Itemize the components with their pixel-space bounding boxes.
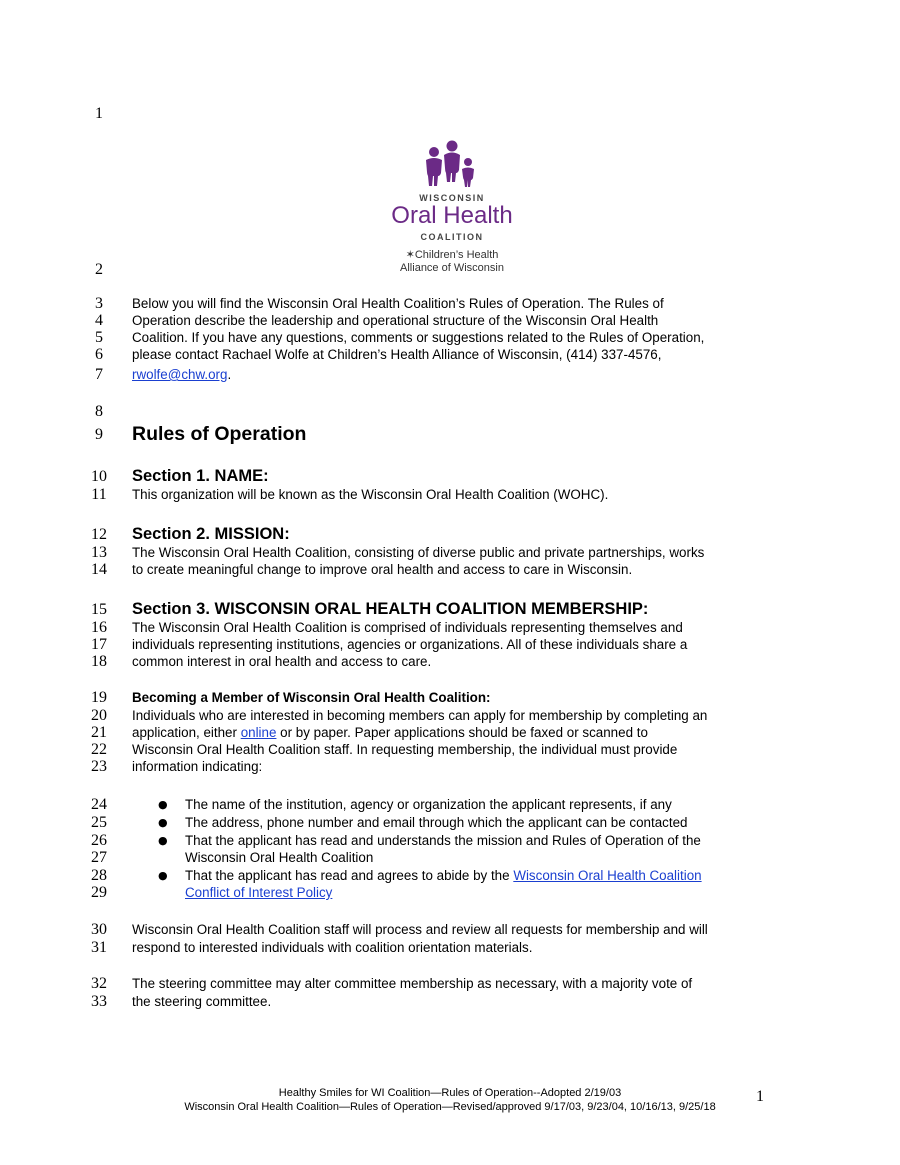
line-number: 11 [91,486,107,503]
intro-line: please contact Rachael Wolfe at Children’s Health Alliance of Wisconsin, (414) 337-4576, [132,347,662,362]
section-text: application, either online or by paper. Paper applications should be faxed or scanned to [132,725,648,740]
logo-wisconsin: WISCONSIN [419,193,485,203]
line-number: 25 [91,814,107,831]
section-text: The Wisconsin Oral Health Coalition is comprised of individuals representing themselves and [132,620,683,635]
intro-line: Coalition. If you have any questions, comments or suggestions related to the Rules of Operation, [132,330,705,345]
line-number: 20 [91,707,107,724]
page-title: Rules of Operation [132,423,307,445]
section-text: respond to interested individuals with coalition orientation materials. [132,940,533,955]
line-number: 14 [91,561,107,578]
line-number: 17 [91,636,107,653]
email-link[interactable]: rwolfe@chw.org [132,367,228,382]
footer-line: Wisconsin Oral Health Coalition—Rules of Operation—Revised/approved 9/17/03, 9/23/04, 10/16/13, 9/25/18 [184,1101,716,1113]
subheading: Becoming a Member of Wisconsin Oral Health Coalition: [132,690,491,705]
intro-line: rwolfe@chw.org. [132,367,232,382]
footer-line: Healthy Smiles for WI Coalition—Rules of Operation--Adopted 2/19/03 [278,1087,622,1099]
line-number: 10 [91,468,107,485]
line-number: 7 [95,366,103,383]
logo-coalition: COALITION [420,232,484,242]
bullet-icon: ● [158,834,168,847]
section-heading: Section 3. WISCONSIN ORAL HEALTH COALITION MEMBERSHIP: [132,600,649,618]
list-item: The address, phone number and email through which the applicant can be contacted [185,815,688,830]
page-number: 1 [756,1088,764,1105]
line-number: 21 [91,724,107,741]
logo-alliance: Alliance of Wisconsin [400,262,504,274]
line-number: 19 [91,689,107,706]
section-heading: Section 1. NAME: [132,467,269,485]
section-text: This organization will be known as the Wisconsin Oral Health Coalition (WOHC). [132,487,609,502]
line-number: 9 [95,426,103,443]
list-item [185,885,332,901]
line-number: 28 [91,867,107,884]
section-text: the steering committee. [132,994,272,1009]
star-icon: ✶ [405,249,415,261]
line-number: 23 [91,758,107,775]
conflict-policy-link[interactable]: Wisconsin Oral Health Coalition [513,868,702,883]
line-number: 3 [95,295,103,312]
line-number: 26 [91,832,107,849]
bullet-icon: ● [158,869,168,882]
list-item: Wisconsin Oral Health Coalition [185,850,374,865]
intro-line: Operation describe the leadership and operational structure of the Wisconsin Oral Health [132,313,659,328]
line-number: 31 [91,939,107,956]
coalition-logo [384,140,520,280]
family-teeth-icon [384,140,520,192]
section-text: The steering committee may alter committee membership as necessary, with a majority vote of [132,976,693,991]
line-number: 8 [95,403,103,420]
line-number: 15 [91,601,107,618]
section-text: information indicating: [132,759,263,774]
list-item: That the applicant has read and understands the mission and Rules of Operation of the [185,833,701,848]
logo-oral-health: Oral Health [391,202,513,229]
conflict-policy-link[interactable]: Conflict of Interest Policy [185,885,333,900]
section-text: Individuals who are interested in becoming members can apply for membership by completing an [132,708,708,723]
line-number: 2 [95,261,103,278]
section-text: common interest in oral health and access to care. [132,654,432,669]
line-number: 18 [91,653,107,670]
bullet-icon: ● [158,816,168,829]
line-number: 27 [91,849,107,866]
section-text: Wisconsin Oral Health Coalition staff. In requesting membership, the individual must provide [132,742,678,757]
section-text: individuals representing institutions, agencies or organizations. All of these individuals share a [132,637,688,652]
list-item: That the applicant has read and agrees to abide by the Wisconsin Oral Health Coalition [185,868,702,883]
line-number: 33 [91,993,107,1010]
line-number: 30 [91,921,107,938]
bullet-icon: ● [158,798,168,811]
section-heading: Section 2. MISSION: [132,525,290,543]
line-number: 5 [95,329,103,346]
logo-childrens-health: ✶Children’s Health [405,249,499,261]
line-number: 32 [91,975,107,992]
online-application-link[interactable]: online [240,725,277,740]
line-number: 29 [91,884,107,901]
line-number: 4 [95,312,103,329]
section-text: to create meaningful change to improve oral health and access to care in Wisconsin. [132,562,633,577]
line-number: 1 [95,105,103,122]
section-text: Wisconsin Oral Health Coalition staff will process and review all requests for membership and will [132,922,708,937]
line-number: 24 [91,796,107,813]
line-number: 6 [95,346,103,363]
line-number: 22 [91,741,107,758]
line-number: 12 [91,526,107,543]
section-text: The Wisconsin Oral Health Coalition, consisting of diverse public and private partnerships, works [132,545,705,560]
line-number: 16 [91,619,107,636]
intro-line: Below you will find the Wisconsin Oral Health Coalition’s Rules of Operation. The Rules of [132,296,664,311]
line-number: 13 [91,544,107,561]
list-item: The name of the institution, agency or organization the applicant represents, if any [185,797,672,812]
